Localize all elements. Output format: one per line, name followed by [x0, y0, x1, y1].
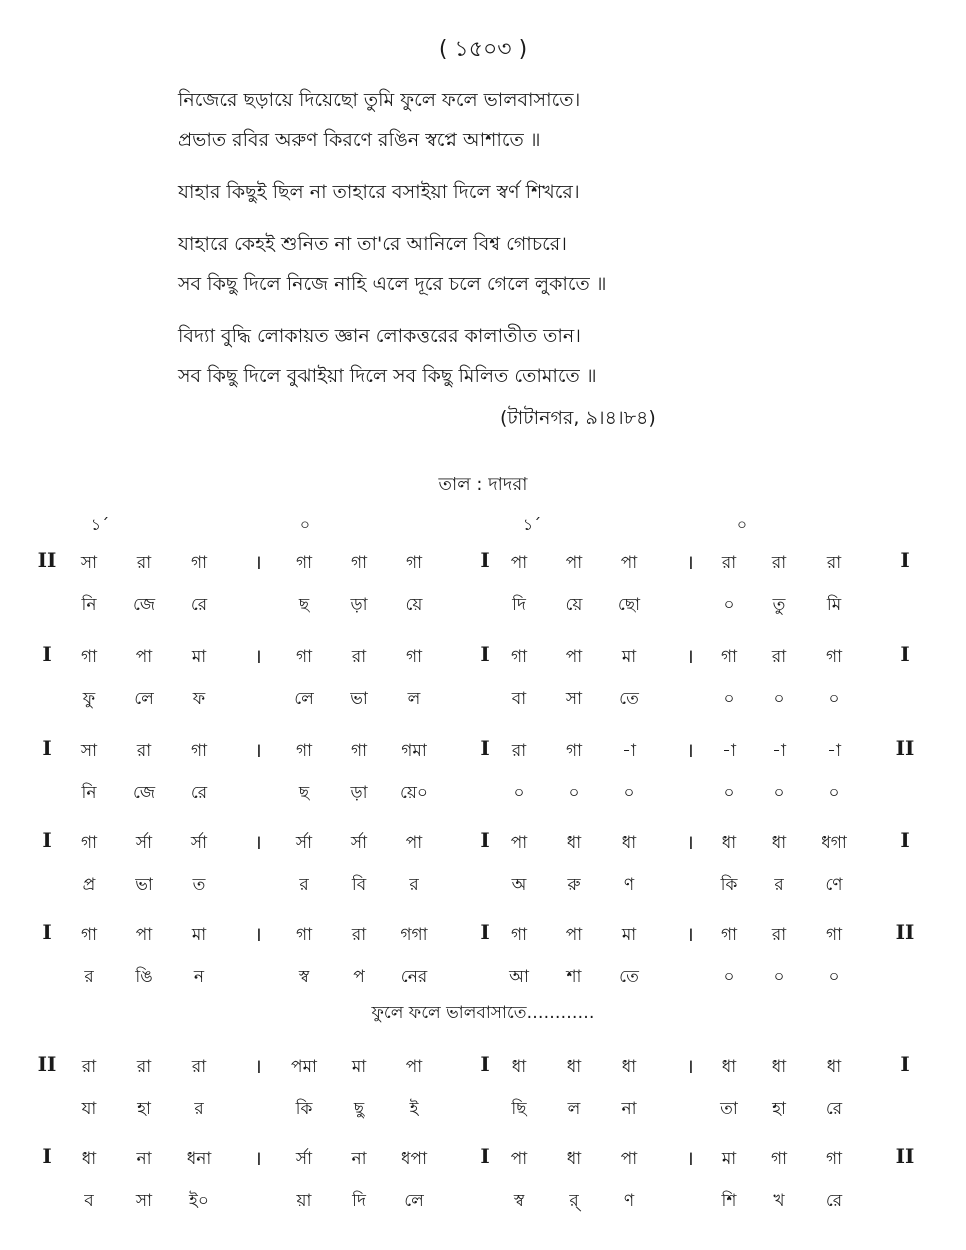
lyric-syllable: দি — [352, 1191, 366, 1211]
lyric-syllable: সা — [565, 689, 583, 709]
lyric-syllable: ণে — [825, 875, 843, 895]
page-number: ( ১৫০৩ ) — [438, 37, 528, 62]
swar-note: -া — [622, 741, 636, 761]
swar-note: রা — [136, 1057, 152, 1077]
swar-note: গা — [295, 647, 313, 667]
lyric-syllable: ০ — [623, 783, 635, 803]
swar-note: গা — [350, 741, 368, 761]
swar-note: রা — [771, 925, 787, 945]
swar-note: গা — [720, 647, 738, 667]
lyric-syllable: ভা — [135, 875, 153, 895]
lyric-syllable: ০ — [773, 967, 785, 987]
lyric-syllable: ছু — [353, 1099, 365, 1119]
lyric-syllable: ০ — [513, 783, 525, 803]
lyric-syllable: তে — [619, 967, 639, 987]
lyric-syllable: ই — [409, 1099, 419, 1119]
swar-note: সা — [80, 741, 98, 761]
poem-line: সব কিছু দিলে বুঝাইয়া দিলে সব কিছু মিলিত তোমাতে ॥ — [178, 365, 597, 387]
lyric-syllable: ব — [84, 1191, 94, 1211]
lyric-syllable: ই০ — [189, 1191, 209, 1211]
swar-note: রা — [351, 925, 367, 945]
bar-line: I — [900, 1052, 910, 1076]
lyric-syllable: য়ে — [405, 595, 423, 615]
lyric-syllable: হা — [137, 1099, 151, 1119]
swar-note: মা — [621, 925, 637, 945]
swar-note: ধা — [81, 1149, 97, 1169]
beat-divider: । — [254, 738, 262, 762]
swar-note: ধা — [511, 1057, 527, 1077]
lyric-syllable: রে — [825, 1099, 843, 1119]
swar-row — [0, 548, 966, 578]
beat-divider: । — [254, 1054, 262, 1078]
bar-line: I — [42, 920, 52, 944]
lyric-syllable: নি — [81, 595, 97, 615]
swar-note: গা — [350, 553, 368, 573]
swar-note: গা — [770, 1149, 788, 1169]
lyric-syllable: রে — [190, 783, 208, 803]
lyric-syllable: লে — [134, 689, 154, 709]
lyric-row — [0, 962, 966, 992]
lyric-syllable: ০ — [723, 595, 735, 615]
lyric-syllable: য়া — [296, 1191, 312, 1211]
swar-note: পা — [565, 925, 583, 945]
lyric-syllable: তা — [720, 1099, 738, 1119]
swar-note: গা — [80, 647, 98, 667]
lyric-syllable: র — [84, 967, 94, 987]
lyric-syllable: খ — [773, 1191, 785, 1211]
swar-note: র্সা — [135, 833, 153, 853]
swar-note: পা — [565, 553, 583, 573]
bar-line: I — [480, 920, 490, 944]
swar-note: রা — [136, 553, 152, 573]
caption: ফুলে ফলে ভালবাসাতে………… — [371, 1003, 595, 1023]
swar-row — [0, 1144, 966, 1174]
swar-note: ধা — [566, 833, 582, 853]
swar-note: গা — [80, 925, 98, 945]
bar-line: I — [480, 828, 490, 852]
beat-divider: । — [686, 738, 694, 762]
bar-line: I — [900, 642, 910, 666]
swar-note: রা — [511, 741, 527, 761]
lyric-syllable: বা — [511, 689, 527, 709]
swar-note: মা — [621, 647, 637, 667]
lyric-syllable: ফু — [82, 689, 96, 709]
swar-note: গা — [295, 553, 313, 573]
swar-row — [0, 828, 966, 858]
lyric-syllable: ণ — [623, 875, 635, 895]
poem-line: প্রভাত রবির অরুণ কিরণে রঙিন স্বপ্নে আশাতে ॥ — [178, 129, 541, 151]
poem-line: নিজেরে ছড়ায়ে দিয়েছো তুমি ফুলে ফলে ভালবাসাতে। — [178, 89, 581, 111]
swar-note: গা — [825, 925, 843, 945]
bar-line: II — [895, 736, 915, 760]
beat-mark: ১´ — [522, 515, 542, 534]
swar-note: র্সা — [295, 833, 313, 853]
swar-note: না — [351, 1149, 367, 1169]
bar-line: I — [480, 1052, 490, 1076]
bar-line: II — [895, 920, 915, 944]
swar-note: না — [136, 1149, 152, 1169]
swar-note: রা — [771, 647, 787, 667]
swar-note: পা — [565, 647, 583, 667]
swar-note: গগা — [400, 925, 428, 945]
lyric-syllable: ড়া — [350, 595, 368, 615]
swar-note: ধা — [566, 1149, 582, 1169]
lyric-syllable: ০ — [773, 689, 785, 709]
swar-note: পা — [135, 647, 153, 667]
bar-line: II — [37, 548, 57, 572]
poem-line: যাহার কিছুই ছিল না তাহারে বসাইয়া দিলে স্বর্ণ শিখরে। — [178, 181, 580, 203]
lyric-syllable: ০ — [723, 783, 735, 803]
swar-note: গা — [295, 925, 313, 945]
lyric-syllable: ০ — [828, 689, 840, 709]
swar-note: ধা — [566, 1057, 582, 1077]
swar-row — [0, 1052, 966, 1082]
swar-note: রা — [826, 553, 842, 573]
lyric-syllable: স্ব — [298, 967, 310, 987]
swar-note: মা — [351, 1057, 367, 1077]
swar-note: ধা — [721, 1057, 737, 1077]
beat-divider: । — [254, 830, 262, 854]
lyric-syllable: ন — [193, 967, 205, 987]
lyric-syllable: অ — [511, 875, 527, 895]
lyric-row — [0, 778, 966, 808]
poem-line: সব কিছু দিলে নিজে নাহি এলে দূরে চলে গেলে লুকাতে ॥ — [178, 273, 607, 295]
swar-note: মা — [721, 1149, 737, 1169]
swar-note: রা — [721, 553, 737, 573]
lyric-syllable: ০ — [723, 689, 735, 709]
bar-line: I — [42, 828, 52, 852]
lyric-syllable: র — [299, 875, 309, 895]
swar-note: র্সা — [190, 833, 208, 853]
lyric-row — [0, 590, 966, 620]
swar-note: -া — [772, 741, 786, 761]
swar-note: পা — [405, 833, 423, 853]
beat-divider: । — [254, 922, 262, 946]
lyric-syllable: ফ — [192, 689, 206, 709]
beat-divider: । — [686, 1054, 694, 1078]
poem-place-date: (টাটানগর, ৯।৪।৮৪) — [500, 407, 656, 429]
swar-note: গা — [510, 925, 528, 945]
lyric-syllable: না — [621, 1099, 637, 1119]
swar-note: গা — [405, 553, 423, 573]
swar-note: ধপা — [401, 1149, 427, 1169]
swar-note: রা — [771, 553, 787, 573]
swar-note: গমা — [401, 741, 427, 761]
lyric-syllable: ড়া — [350, 783, 368, 803]
lyric-syllable: মি — [826, 595, 842, 615]
swar-note: পা — [405, 1057, 423, 1077]
swar-note: পা — [510, 553, 528, 573]
lyric-syllable: স্ব — [513, 1191, 525, 1211]
beat-divider: । — [686, 922, 694, 946]
swar-note: গা — [295, 741, 313, 761]
lyric-syllable: ছো — [617, 595, 641, 615]
taal-heading: তাল : দাদরা — [438, 474, 528, 495]
swar-row — [0, 736, 966, 766]
beat-divider: । — [686, 1146, 694, 1170]
swar-note: ধগা — [821, 833, 847, 853]
swar-note: ধা — [621, 833, 637, 853]
lyric-syllable: লে — [404, 1191, 424, 1211]
lyric-syllable: কি — [295, 1099, 313, 1119]
bar-line: I — [480, 548, 490, 572]
beat-divider: । — [254, 644, 262, 668]
beat-divider: । — [686, 550, 694, 574]
swar-note: গা — [825, 1149, 843, 1169]
lyric-syllable: ০ — [773, 783, 785, 803]
lyric-syllable: লে — [294, 689, 314, 709]
lyric-syllable: ০ — [828, 783, 840, 803]
lyric-row — [0, 870, 966, 900]
beat-divider: । — [254, 1146, 262, 1170]
beat-mark: ০ — [736, 515, 748, 534]
swar-note: সা — [80, 553, 98, 573]
swar-row — [0, 920, 966, 950]
lyric-syllable: র্ — [569, 1191, 579, 1211]
lyric-syllable: ০ — [723, 967, 735, 987]
swar-note: ধনা — [186, 1149, 212, 1169]
bar-line: I — [42, 642, 52, 666]
bar-line: I — [42, 1144, 52, 1168]
swar-note: ধা — [771, 1057, 787, 1077]
swar-note: গা — [80, 833, 98, 853]
lyric-syllable: শা — [566, 967, 582, 987]
lyric-row — [0, 1094, 966, 1124]
lyric-syllable: ঙি — [135, 967, 153, 987]
lyric-syllable: ভা — [350, 689, 368, 709]
lyric-syllable: তু — [772, 595, 786, 615]
lyric-syllable: ল — [567, 1099, 581, 1119]
swar-note: ধা — [621, 1057, 637, 1077]
lyric-syllable: সা — [135, 1191, 153, 1211]
swar-note: গা — [825, 647, 843, 667]
lyric-syllable: র — [194, 1099, 204, 1119]
swar-note: মা — [191, 647, 207, 667]
swar-note: ধা — [771, 833, 787, 853]
swar-note: পা — [510, 833, 528, 853]
swar-note: পা — [620, 553, 638, 573]
lyric-syllable: আ — [509, 967, 529, 987]
swar-note: পা — [510, 1149, 528, 1169]
lyric-syllable: র — [409, 875, 419, 895]
beat-mark: ০ — [299, 515, 311, 534]
beat-divider: । — [686, 830, 694, 854]
lyric-syllable: প্র — [82, 875, 96, 895]
bar-line: I — [480, 1144, 490, 1168]
lyric-syllable: ণ — [623, 1191, 635, 1211]
swar-note: পা — [135, 925, 153, 945]
beat-mark: ১´ — [90, 515, 110, 534]
lyric-syllable: র — [774, 875, 784, 895]
swar-note: গা — [405, 647, 423, 667]
swar-row — [0, 642, 966, 672]
lyric-syllable: রে — [190, 595, 208, 615]
bar-line: II — [895, 1144, 915, 1168]
lyric-row — [0, 1186, 966, 1216]
lyric-syllable: য়ে০ — [400, 783, 428, 803]
lyric-syllable: নি — [81, 783, 97, 803]
lyric-syllable: জে — [132, 595, 156, 615]
bar-line: II — [37, 1052, 57, 1076]
bar-line: I — [900, 828, 910, 852]
swar-note: রা — [191, 1057, 207, 1077]
swar-note: রা — [351, 647, 367, 667]
lyric-syllable: শি — [721, 1191, 737, 1211]
swar-note: ধা — [721, 833, 737, 853]
lyric-syllable: নের — [400, 967, 428, 987]
poem-line: বিদ্যা বুদ্ধি লোকায়ত জ্ঞান লোকত্তরের কালাতীত তান। — [178, 325, 581, 347]
swar-note: গা — [565, 741, 583, 761]
lyric-syllable: ছ — [298, 783, 310, 803]
lyric-syllable: জে — [132, 783, 156, 803]
bar-line: I — [480, 642, 490, 666]
poem-line: যাহারে কেহই শুনিত না তা'রে আনিলে বিশ্ব গোচরে। — [178, 233, 567, 255]
swar-note: ধা — [826, 1057, 842, 1077]
lyric-syllable: প — [353, 967, 365, 987]
lyric-syllable: রু — [567, 875, 581, 895]
swar-note: -া — [827, 741, 841, 761]
lyric-syllable: ০ — [568, 783, 580, 803]
swar-note: র্সা — [350, 833, 368, 853]
bar-line: I — [480, 736, 490, 760]
lyric-syllable: য়ে — [565, 595, 583, 615]
swar-note: গা — [190, 553, 208, 573]
lyric-syllable: ল — [407, 689, 421, 709]
swar-note: পা — [620, 1149, 638, 1169]
lyric-syllable: ছি — [511, 1099, 527, 1119]
swar-note: গা — [720, 925, 738, 945]
lyric-syllable: রে — [825, 1191, 843, 1211]
lyric-syllable: ত — [192, 875, 206, 895]
bar-line: I — [42, 736, 52, 760]
beat-divider: । — [686, 644, 694, 668]
lyric-row — [0, 684, 966, 714]
swar-note: পমা — [291, 1057, 317, 1077]
lyric-syllable: তে — [619, 689, 639, 709]
lyric-syllable: ০ — [828, 967, 840, 987]
bar-line: I — [900, 548, 910, 572]
swar-note: র্সা — [295, 1149, 313, 1169]
swar-note: রা — [136, 741, 152, 761]
lyric-syllable: হা — [772, 1099, 786, 1119]
beat-divider: । — [254, 550, 262, 574]
swar-note: মা — [191, 925, 207, 945]
lyric-syllable: বি — [351, 875, 367, 895]
lyric-syllable: কি — [720, 875, 738, 895]
swar-note: গা — [190, 741, 208, 761]
swar-note: রা — [81, 1057, 97, 1077]
lyric-syllable: ছ — [298, 595, 310, 615]
lyric-syllable: যা — [81, 1099, 97, 1119]
swar-note: গা — [510, 647, 528, 667]
swar-note: -া — [722, 741, 736, 761]
lyric-syllable: দি — [512, 595, 526, 615]
